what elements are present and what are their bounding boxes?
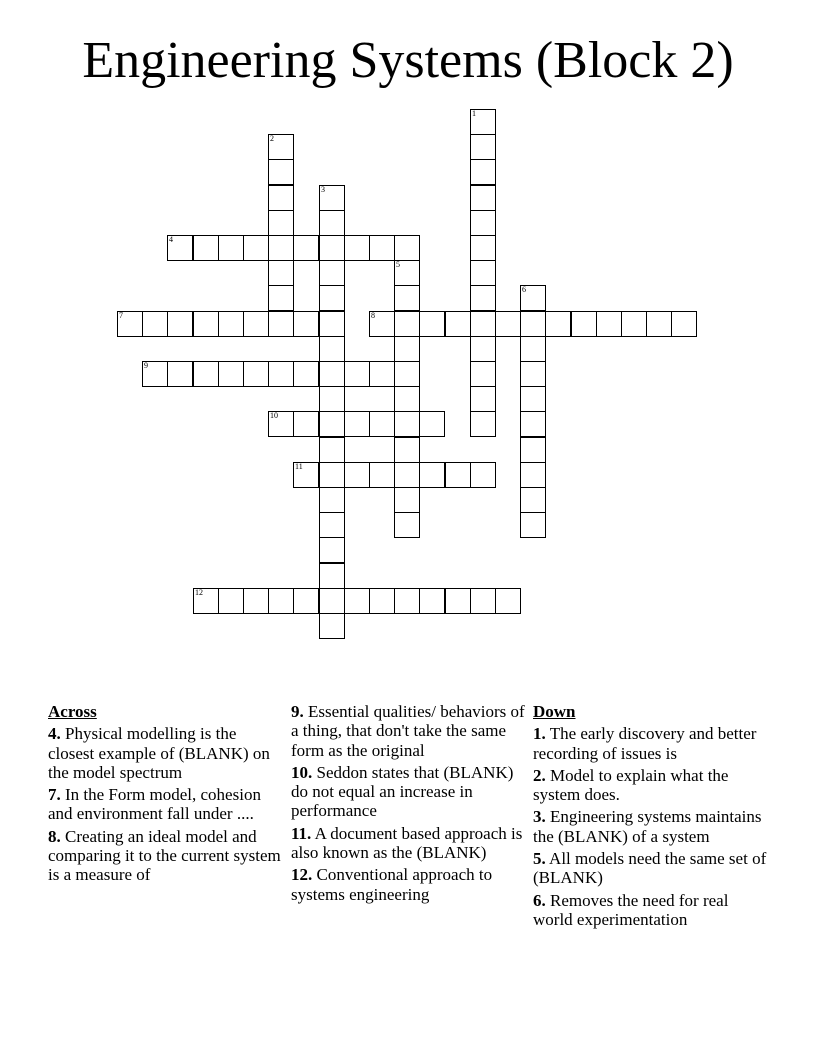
grid-cell[interactable] bbox=[193, 588, 219, 614]
grid-cell[interactable] bbox=[369, 462, 395, 488]
clue-number: 5 bbox=[396, 260, 400, 269]
grid-cell[interactable] bbox=[470, 235, 496, 261]
grid-cell[interactable] bbox=[167, 361, 193, 387]
grid-cell[interactable] bbox=[470, 386, 496, 412]
grid-cell[interactable] bbox=[268, 588, 294, 614]
clue-down-6: 6. Removes the need for real world experimentation bbox=[533, 890, 729, 929]
grid-cell[interactable] bbox=[470, 311, 496, 337]
clue-across-10: 10. Seddon states that (BLANK) do not equal an increase in performance bbox=[291, 762, 514, 821]
grid-cell[interactable] bbox=[167, 311, 193, 337]
grid-cell[interactable] bbox=[596, 311, 622, 337]
grid-cell[interactable] bbox=[218, 311, 244, 337]
grid-cell[interactable] bbox=[369, 588, 395, 614]
grid-cell[interactable] bbox=[319, 588, 345, 614]
clue-number: 8 bbox=[371, 311, 375, 320]
grid-cell[interactable] bbox=[243, 588, 269, 614]
grid-cell[interactable] bbox=[369, 311, 395, 337]
clue-across-4: 4. Physical modelling is the closest example of (BLANK) on the model spectrum bbox=[48, 724, 270, 782]
grid-cell[interactable] bbox=[369, 411, 395, 437]
clue-across-8: 8. Creating an ideal model and comparing it to the current system is a measure of bbox=[48, 826, 281, 885]
grid-cell[interactable] bbox=[470, 336, 496, 362]
grid-cell[interactable] bbox=[319, 285, 345, 311]
grid-cell[interactable] bbox=[571, 311, 597, 337]
grid-cell[interactable] bbox=[293, 462, 319, 488]
grid-cell[interactable] bbox=[319, 336, 345, 362]
grid-cell[interactable] bbox=[394, 311, 420, 337]
grid-cell[interactable] bbox=[117, 311, 143, 337]
grid-cell[interactable] bbox=[470, 109, 496, 135]
clue-down-3: 3. Engineering systems maintains the (BLANK) of a system bbox=[533, 807, 762, 846]
grid-cell[interactable] bbox=[319, 386, 345, 412]
grid-cell[interactable] bbox=[394, 285, 420, 311]
grid-cell[interactable] bbox=[218, 361, 244, 387]
grid-cell[interactable] bbox=[142, 361, 168, 387]
grid-cell[interactable] bbox=[319, 487, 345, 513]
grid-cell[interactable] bbox=[319, 437, 345, 463]
clue-number: 11 bbox=[295, 462, 303, 471]
grid-cell[interactable] bbox=[520, 361, 546, 387]
grid-cell[interactable] bbox=[470, 185, 496, 211]
grid-cell[interactable] bbox=[167, 235, 193, 261]
grid-cell[interactable] bbox=[293, 361, 319, 387]
grid-cell[interactable] bbox=[319, 537, 345, 563]
grid-cell[interactable] bbox=[344, 588, 370, 614]
clue-number: 3 bbox=[321, 185, 325, 194]
grid-cell[interactable] bbox=[621, 311, 647, 337]
grid-cell[interactable] bbox=[193, 235, 219, 261]
grid-cell[interactable] bbox=[394, 487, 420, 513]
clue-down-1: 1. The early discovery and better recording of issues is bbox=[533, 724, 757, 763]
grid-cell[interactable] bbox=[445, 311, 471, 337]
clue-across-9: 9. Essential qualities/ behaviors of a thing, that don't take the same form as the original bbox=[291, 702, 525, 760]
grid-cell[interactable] bbox=[520, 512, 546, 538]
grid-cell[interactable] bbox=[495, 588, 521, 614]
grid-cell[interactable] bbox=[293, 311, 319, 337]
grid-cell[interactable] bbox=[218, 235, 244, 261]
grid-cell[interactable] bbox=[445, 588, 471, 614]
grid-cell[interactable] bbox=[394, 260, 420, 286]
grid-cell[interactable] bbox=[470, 260, 496, 286]
grid-cell[interactable] bbox=[268, 361, 294, 387]
grid-cell[interactable] bbox=[394, 462, 420, 488]
grid-cell[interactable] bbox=[520, 487, 546, 513]
grid-cell[interactable] bbox=[319, 210, 345, 236]
grid-cell[interactable] bbox=[319, 361, 345, 387]
grid-cell[interactable] bbox=[646, 311, 672, 337]
grid-cell[interactable] bbox=[319, 235, 345, 261]
clue-across-7: 7. In the Form model, cohesion and environment fall under .... bbox=[48, 785, 261, 824]
grid-cell[interactable] bbox=[520, 437, 546, 463]
grid-cell[interactable] bbox=[268, 285, 294, 311]
grid-cell[interactable] bbox=[394, 386, 420, 412]
grid-cell[interactable] bbox=[243, 235, 269, 261]
grid-cell[interactable] bbox=[470, 159, 496, 185]
grid-cell[interactable] bbox=[218, 588, 244, 614]
clues-column-2 bbox=[291, 702, 527, 907]
grid-cell[interactable] bbox=[470, 462, 496, 488]
grid-cell[interactable] bbox=[268, 311, 294, 337]
grid-cell[interactable] bbox=[520, 311, 546, 337]
grid-cell[interactable] bbox=[293, 588, 319, 614]
clue-number: 1 bbox=[472, 109, 476, 118]
grid-cell[interactable] bbox=[545, 311, 571, 337]
grid-cell[interactable] bbox=[394, 361, 420, 387]
grid-cell[interactable] bbox=[268, 134, 294, 160]
grid-cell[interactable] bbox=[445, 462, 471, 488]
grid-cell[interactable] bbox=[319, 462, 345, 488]
grid-cell[interactable] bbox=[419, 311, 445, 337]
grid-cell[interactable] bbox=[520, 386, 546, 412]
grid-cell[interactable] bbox=[268, 185, 294, 211]
grid-cell[interactable] bbox=[520, 462, 546, 488]
grid-cell[interactable] bbox=[268, 210, 294, 236]
grid-cell[interactable] bbox=[293, 411, 319, 437]
grid-cell[interactable] bbox=[344, 411, 370, 437]
clues-column-1 bbox=[48, 702, 284, 888]
grid-cell[interactable] bbox=[193, 311, 219, 337]
grid-cell[interactable] bbox=[268, 411, 294, 437]
grid-cell[interactable] bbox=[394, 411, 420, 437]
grid-cell[interactable] bbox=[419, 462, 445, 488]
clue-number: 4 bbox=[169, 235, 173, 244]
page-title: Engineering Systems (Block 2) bbox=[82, 32, 734, 89]
grid-cell[interactable] bbox=[344, 235, 370, 261]
grid-cell[interactable] bbox=[369, 235, 395, 261]
grid-cell[interactable] bbox=[470, 588, 496, 614]
grid-cell[interactable] bbox=[394, 588, 420, 614]
clue-number: 9 bbox=[144, 361, 148, 370]
clue-number: 2 bbox=[270, 134, 274, 143]
grid-cell[interactable] bbox=[495, 311, 521, 337]
grid-cell[interactable] bbox=[319, 411, 345, 437]
clue-number: 12 bbox=[195, 588, 203, 597]
down-heading: Down bbox=[533, 702, 576, 721]
clues-column-3 bbox=[533, 702, 769, 932]
grid-cell[interactable] bbox=[520, 336, 546, 362]
grid-cell[interactable] bbox=[470, 361, 496, 387]
grid-cell[interactable] bbox=[268, 159, 294, 185]
grid-cell[interactable] bbox=[344, 462, 370, 488]
grid-cell[interactable] bbox=[671, 311, 697, 337]
grid-cell[interactable] bbox=[394, 235, 420, 261]
grid-cell[interactable] bbox=[243, 311, 269, 337]
grid-cell[interactable] bbox=[394, 336, 420, 362]
clue-number: 7 bbox=[119, 311, 123, 320]
clue-number: 6 bbox=[522, 285, 526, 294]
clue-down-5: 5. All models need the same set of (BLANK) bbox=[533, 849, 767, 888]
grid-cell[interactable] bbox=[319, 311, 345, 337]
clue-number: 10 bbox=[270, 411, 278, 420]
clue-across-11: 11. A document based approach is also known as the (BLANK) bbox=[291, 823, 523, 863]
grid-cell[interactable] bbox=[268, 235, 294, 261]
grid-cell[interactable] bbox=[470, 134, 496, 160]
grid-cell[interactable] bbox=[319, 185, 345, 211]
grid-cell[interactable] bbox=[293, 235, 319, 261]
grid-cell[interactable] bbox=[319, 512, 345, 538]
grid-cell[interactable] bbox=[520, 285, 546, 311]
grid-cell[interactable] bbox=[319, 613, 345, 639]
grid-cell[interactable] bbox=[319, 563, 345, 589]
across-heading: Across bbox=[48, 702, 97, 721]
grid-cell[interactable] bbox=[369, 361, 395, 387]
clue-down-2: 2. Model to explain what the system does. bbox=[533, 765, 729, 805]
grid-cell[interactable] bbox=[470, 285, 496, 311]
grid-cell[interactable] bbox=[142, 311, 168, 337]
grid-cell[interactable] bbox=[193, 361, 219, 387]
grid-cell[interactable] bbox=[470, 210, 496, 236]
grid-cell[interactable] bbox=[344, 361, 370, 387]
grid-cell[interactable] bbox=[243, 361, 269, 387]
grid-cell[interactable] bbox=[394, 437, 420, 463]
grid-cell[interactable] bbox=[520, 411, 546, 437]
grid-cell[interactable] bbox=[470, 411, 496, 437]
clue-across-12: 12. Conventional approach to systems engineering bbox=[291, 865, 493, 904]
grid-cell[interactable] bbox=[268, 260, 294, 286]
grid-cell[interactable] bbox=[419, 588, 445, 614]
grid-cell[interactable] bbox=[394, 512, 420, 538]
grid-cell[interactable] bbox=[419, 411, 445, 437]
grid-cell[interactable] bbox=[319, 260, 345, 286]
